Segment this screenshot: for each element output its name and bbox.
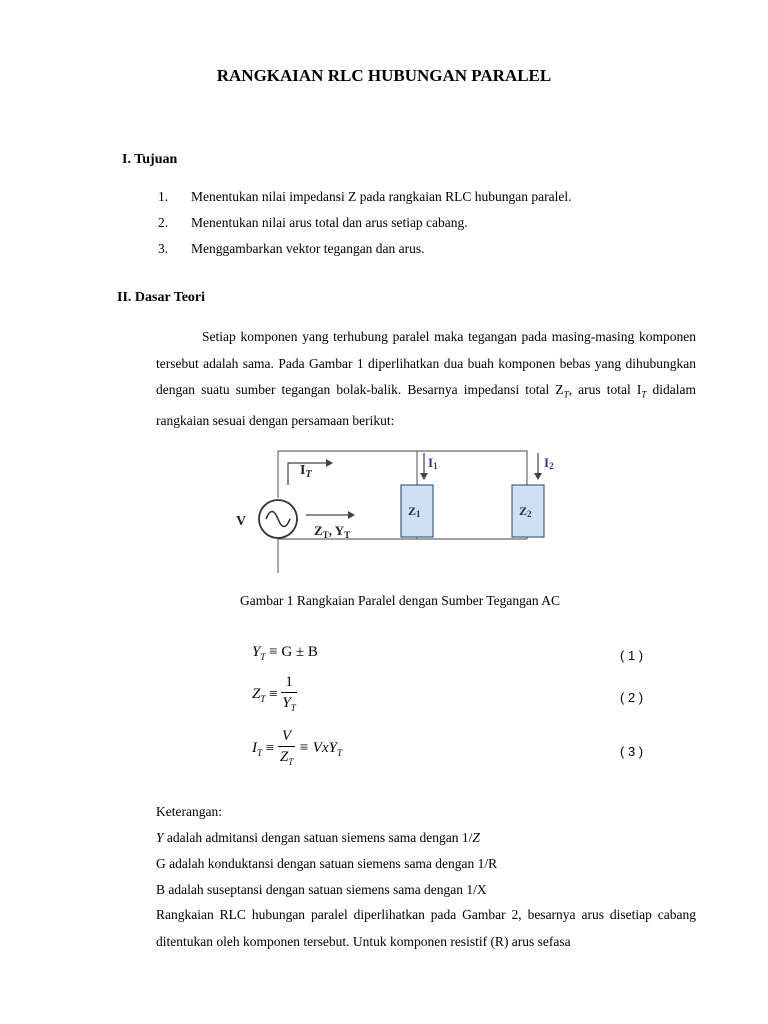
list-item: Menggambarkan vektor tegangan dan arus. (191, 241, 425, 256)
list-item: Menentukan nilai arus total dan arus setiap cabang. (191, 215, 468, 230)
equation-1-number: ( 1 ) (620, 648, 644, 663)
source-label: V (236, 514, 247, 529)
keterangan-label: Keterangan: (156, 804, 222, 819)
keterangan-line-suseptansi: B adalah suseptansi dengan satuan siemens sama dengan 1/X (156, 882, 487, 897)
theory-paragraph: Setiap komponen yang terhubung paralel maka tegangan pada masing-masing komponen tersebut adalah sama. Pada Gambar 1 diperlihatkan dua buah komponen bebas yang dihubungkan dengan suatu sumber tegangan bolak-balik. Besarnya impedansi total $Z_T$, arus total $I_T$ didalam rangkaian sesuai dengan persamaan berikut: (156, 329, 697, 429)
list-item: Menentukan nilai impedansi Z pada rangkaian RLC hubungan paralel. (191, 189, 572, 204)
equation-2-number: ( 2 ) (620, 690, 644, 705)
current-total-label: $I_T$ (300, 463, 312, 480)
equation-3-number: ( 3 ) (620, 744, 644, 759)
current-i2-label: I2 (544, 455, 554, 471)
impedance-admittance-label: $Z_T$, $Y_T$ (314, 523, 351, 540)
equation-3: $I_T$ ≡ $\frac{V}{Z_T}$ ≡ VxY$_T$ (252, 728, 342, 767)
current-i1-label: I1 (428, 455, 438, 471)
equation-2: $Z_T$ ≡ $\frac{1}{Y_T}$ (252, 674, 296, 713)
keterangan-line-admitansi: Y adalah admitansi dengan satuan siemens sama dengan 1/Z (156, 830, 480, 845)
list-item-number: 2. (158, 215, 169, 230)
body-paragraph: Rangkaian RLC hubungan paralel diperlihatkan pada Gambar 2, besarnya arus disetiap cabang ditentukan oleh komponen tersebut. Untuk komponen resistif (R) arus sefasa (156, 907, 696, 949)
section-heading-tujuan: I. Tujuan (122, 152, 178, 167)
section-heading-dasar-teori: II. Dasar Teori (117, 290, 206, 305)
circuit-diagram (232, 443, 562, 583)
impedance-z1-label: Z1 (408, 504, 421, 519)
equation-1: $Y_T \equiv G \pm B$ (252, 644, 318, 662)
list-item-number: 3. (158, 241, 169, 256)
circuit-diagram-svg (232, 443, 562, 583)
page-title: RANGKAIAN RLC HUBUNGAN PARALEL (216, 66, 552, 85)
figure-caption: Gambar 1 Rangkaian Paralel dengan Sumber Tegangan AC (239, 593, 561, 608)
impedance-z2-label: Z2 (519, 504, 532, 519)
list-item-number: 1. (158, 189, 169, 204)
keterangan-line-konduktansi: G adalah konduktansi dengan satuan siemens sama dengan 1/R (156, 856, 498, 871)
